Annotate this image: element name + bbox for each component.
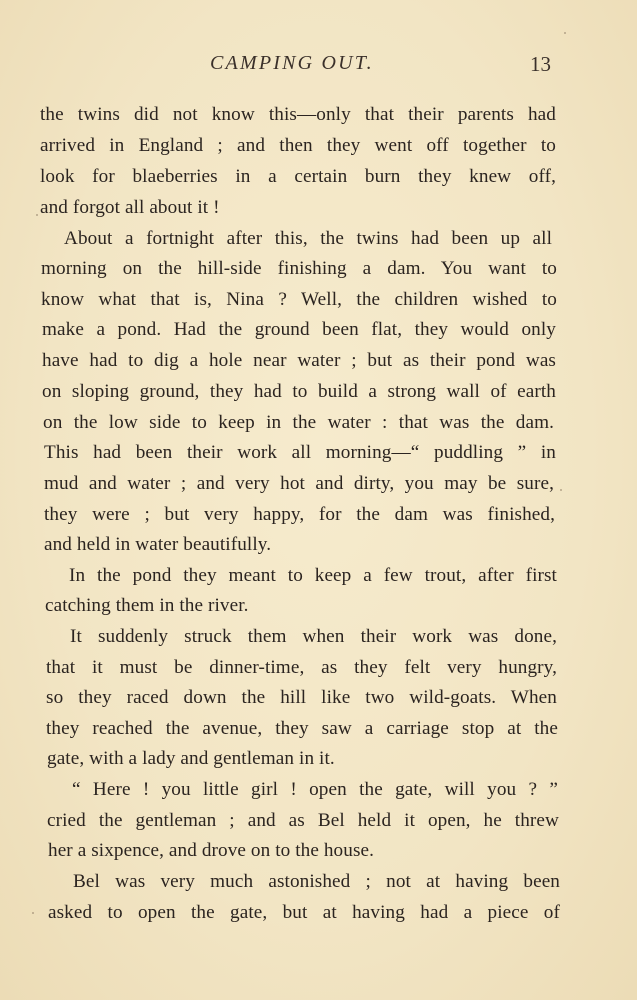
text-line: know what that is, Nina ? Well, the children wished to bbox=[41, 289, 557, 310]
text-line: they were ; but very happy, for the dam was finished, bbox=[44, 504, 555, 525]
text-line: that it must be dinner-time, as they felt very hungry, bbox=[46, 657, 557, 678]
text-line: About a fortnight after this, the twins had been up all bbox=[64, 228, 552, 249]
text-line: cried the gentleman ; and as Bel held it open, he threw bbox=[47, 810, 559, 831]
text-line: “ Here ! you little girl ! open the gate, will you ? ” bbox=[72, 779, 558, 800]
text-line: mud and water ; and very hot and dirty, you may be sure, bbox=[44, 473, 554, 494]
text-line: In the pond they meant to keep a few trout, after first bbox=[69, 565, 557, 586]
text-line: the twins did not know this—only that their parents had bbox=[40, 104, 556, 125]
text-line: her a sixpence, and drove on to the house. bbox=[48, 840, 375, 861]
text-line: This had been their work all morning—“ puddling ” in bbox=[44, 442, 556, 463]
text-line: they reached the avenue, they saw a carriage stop at the bbox=[46, 718, 558, 739]
text-line: so they raced down the hill like two wild-goats. When bbox=[46, 687, 557, 708]
running-header bbox=[0, 50, 637, 80]
text-line: arrived in England ; and then they went off together to bbox=[40, 135, 556, 156]
running-title: CAMPING OUT. bbox=[210, 52, 374, 74]
text-line: Bel was very much astonished ; not at having been bbox=[73, 871, 560, 892]
text-line: make a pond. Had the ground been flat, they would only bbox=[42, 319, 556, 340]
paper-speck bbox=[36, 214, 38, 216]
page-number: 13 bbox=[530, 52, 551, 76]
text-line: and held in water beautifully. bbox=[44, 534, 272, 555]
paper-speck bbox=[564, 32, 566, 34]
text-line: have had to dig a hole near water ; but as their pond was bbox=[42, 350, 556, 371]
text-line: gate, with a lady and gentleman in it. bbox=[47, 748, 335, 769]
text-line: catching them in the river. bbox=[45, 595, 249, 616]
text-line: It suddenly struck them when their work was done, bbox=[70, 626, 557, 647]
text-line: on the low side to keep in the water : that was the dam. bbox=[43, 412, 554, 433]
text-line: morning on the hill-side finishing a dam. You want to bbox=[41, 258, 557, 279]
text-line: look for blaeberries in a certain burn they knew off, bbox=[40, 166, 556, 187]
paper-speck bbox=[560, 489, 562, 491]
text-line: on sloping ground, they had to build a strong wall of earth bbox=[42, 381, 556, 402]
text-line: asked to open the gate, but at having had a piece of bbox=[48, 902, 560, 923]
paper-speck bbox=[32, 912, 34, 914]
text-line: and forgot all about it ! bbox=[40, 197, 220, 218]
